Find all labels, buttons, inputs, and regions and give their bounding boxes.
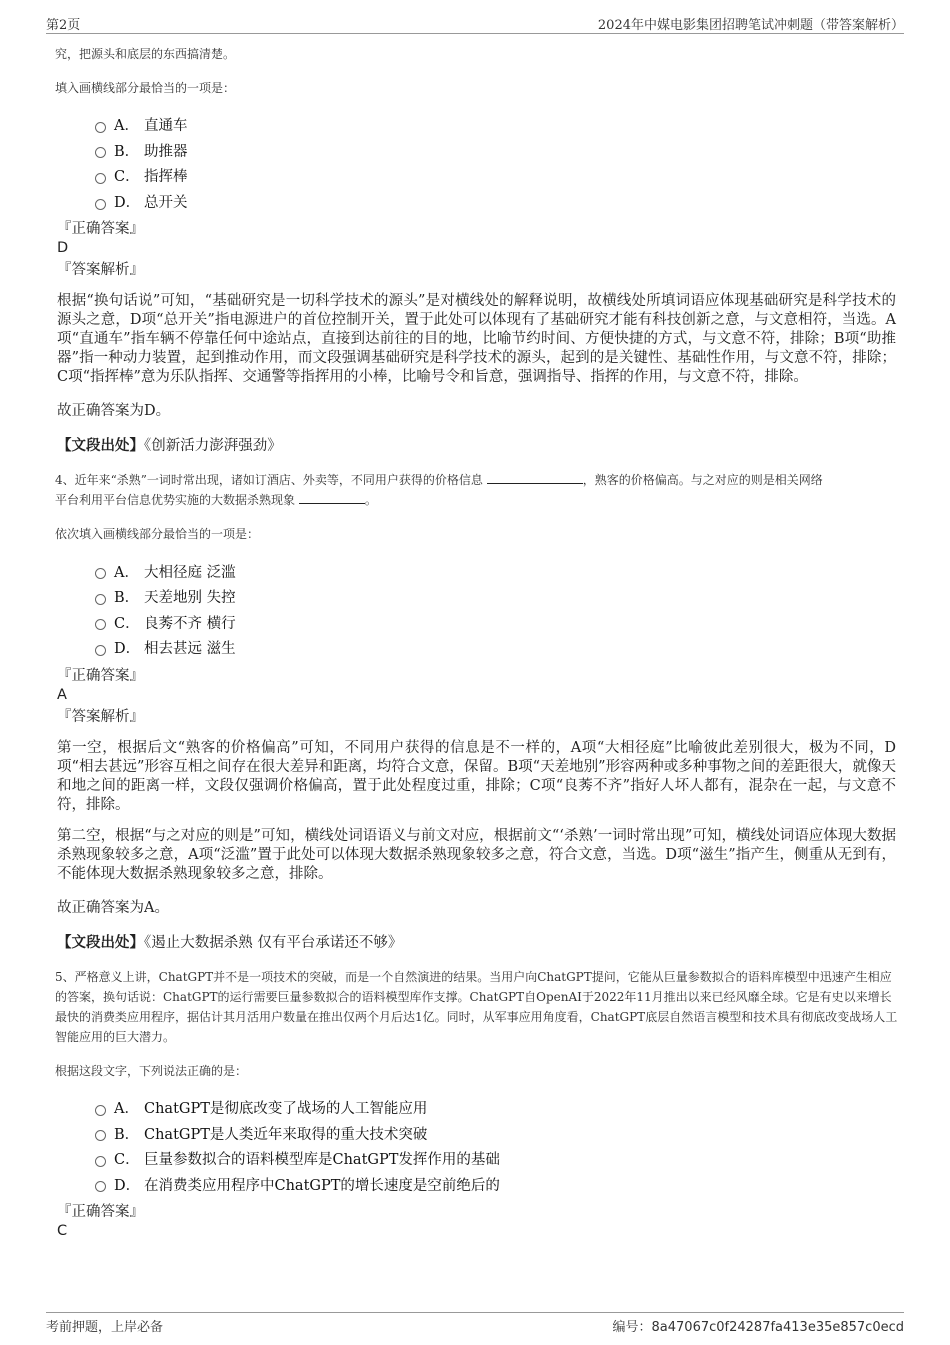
answer-value: C xyxy=(57,1223,68,1240)
answer-label: 『正确答案』 xyxy=(57,1204,144,1221)
option-d[interactable]: D． 总开关 xyxy=(95,189,898,215)
radio-icon[interactable] xyxy=(95,594,106,605)
option-c[interactable]: C． 指挥棒 xyxy=(95,163,898,189)
radio-icon[interactable] xyxy=(95,1105,106,1116)
question-4 xyxy=(55,470,898,952)
question-prompt: 依次填入画横线部分最恰当的一项是： xyxy=(55,527,260,542)
question-stem: 4、近年来“杀熟”一词时常出现，诸如订酒店、外卖等，不同用户获得的价格信息 ，熟客的价格偏高。与之对应的则是相关网络 平台利用平台信息优势实施的大数据杀熟现象 。 xyxy=(55,473,823,508)
fill-blank-1 xyxy=(487,472,583,484)
analysis-label: 『答案解析』 xyxy=(57,262,144,279)
question-stem: 究，把源头和底层的东西搞清楚。 xyxy=(55,47,236,61)
question-5 xyxy=(55,967,898,1241)
radio-icon[interactable] xyxy=(95,1156,106,1167)
option-a[interactable]: A． ChatGPT是彻底改变了战场的人工智能应用 xyxy=(95,1095,898,1121)
analysis-text: 根据“换句话说”可知，“基础研究是一切科学技术的源头”是对横线处的解释说明，故横线处所填词语应体现基础研究是科学技术的源头之意，D项“总开关”指电源进户的首位控制开关，置于此处可以体现有了基础研究才能有科技创新之意，与文意相符，当选。A项“直通车”指车辆不停靠任何中途站点，直接到达前往的目的地，比喻节约时间、方便快捷的方式，与文意不符，排除；B项“助推器”指一种动力装置，起到推动作用，而文段强调基础研究是科学技术的源头，起到的是关键性、基础性作用，与文意不符，排除；C项“指挥棒”意为乐队指挥、交通警等指挥用的小棒，比喻号令和旨意，强调指导、指挥的作用，与文意不符，排除。 xyxy=(57,293,896,386)
option-c[interactable]: C． 良莠不齐 横行 xyxy=(95,610,898,636)
option-b[interactable]: B． 助推器 xyxy=(95,138,898,164)
radio-icon[interactable] xyxy=(95,1130,106,1141)
analysis-text-2: 第二空，根据“与之对应的则是”可知，横线处词语语义与前文对应，根据前文“‘杀熟’一词时常出现”可知，横线处词语应体现大数据杀熟现象较多之意，A项“泛滥”置于此处可以体现大数据杀熟现象较多之意，符合文意，当选。D项“滋生”指产生，侧重从无到有，不能体现大数据杀熟现象较多之意，排除。 xyxy=(57,827,896,882)
option-list xyxy=(95,558,898,660)
question-3 xyxy=(55,44,898,456)
radio-icon[interactable] xyxy=(95,173,106,184)
option-d[interactable]: D． 相去甚远 滋生 xyxy=(95,635,898,661)
source-line: 【文段出处】《创新活力澎湃强劲》 xyxy=(57,437,282,455)
fill-blank-2 xyxy=(299,492,365,504)
radio-icon[interactable] xyxy=(95,1181,106,1192)
page-content xyxy=(55,44,898,1241)
analysis-conclusion: 故正确答案为D。 xyxy=(57,403,171,420)
option-b[interactable]: B． 天差地别 失控 xyxy=(95,584,898,610)
page-footer xyxy=(46,1312,904,1334)
option-a[interactable]: A． 直通车 xyxy=(95,112,898,138)
option-list xyxy=(95,112,898,214)
option-d[interactable]: D． 在消费类应用程序中ChatGPT的增长速度是空前绝后的 xyxy=(95,1172,898,1198)
option-list xyxy=(95,1095,898,1197)
answer-label: 『正确答案』 xyxy=(57,667,144,684)
radio-icon[interactable] xyxy=(95,619,106,630)
option-c[interactable]: C． 巨量参数拟合的语料模型库是ChatGPT发挥作用的基础 xyxy=(95,1146,898,1172)
radio-icon[interactable] xyxy=(95,199,106,210)
radio-icon[interactable] xyxy=(95,645,106,656)
page-header xyxy=(46,14,904,34)
document-title: 2024年中媒电影集团招聘笔试冲刺题（带答案解析） xyxy=(597,18,904,33)
analysis-text-1: 第一空，根据后文“熟客的价格偏高”可知，不同用户获得的信息是不一样的，A项“大相径庭”比喻彼此差别很大，极为不同，D项“相去甚远”形容互相之间存在很大差异和距离，均符合文意，保留。B项“天差地别”形容两种或多种事物之间的差距很大，就像天和地之间的距离一样，文段仅强调价格偏高，置于此处程度过重，排除；C项“良莠不齐”指好人坏人都有，混杂在一起，与文意不符，排除。 xyxy=(57,739,896,813)
analysis-label: 『答案解析』 xyxy=(57,708,144,725)
document-id: 编号：8a47067c0f24287fa413e35e857c0ecd xyxy=(612,1320,904,1335)
option-b[interactable]: B． ChatGPT是人类近年来取得的重大技术突破 xyxy=(95,1120,898,1146)
question-prompt: 根据这段文字，下列说法正确的是： xyxy=(55,1063,248,1078)
radio-icon[interactable] xyxy=(95,147,106,158)
footer-slogan: 考前押题，上岸必备 xyxy=(46,1320,164,1335)
source-title: 《创新活力澎湃强劲》 xyxy=(144,438,282,455)
option-a[interactable]: A． 大相径庭 泛滥 xyxy=(95,558,898,584)
source-title: 《遏止大数据杀熟 仅有平台承诺还不够》 xyxy=(144,934,403,951)
answer-label: 『正确答案』 xyxy=(57,221,144,238)
analysis-conclusion: 故正确答案为A。 xyxy=(57,899,169,916)
radio-icon[interactable] xyxy=(95,568,106,579)
question-prompt: 填入画横线部分最恰当的一项是： xyxy=(55,81,236,95)
page-number: 第2页 xyxy=(46,18,81,33)
answer-value: A xyxy=(57,686,67,703)
source-line: 【文段出处】《遏止大数据杀熟 仅有平台承诺还不够》 xyxy=(57,933,403,951)
answer-value: D xyxy=(57,240,69,257)
question-stem: 5、严格意义上讲，ChatGPT并不是一项技术的突破，而是一个自然演进的结果。当用户向ChatGPT提问，它能从巨量参数拟合的语料库模型中迅速产生相应的答案，换句话说：ChatGPT的运行需要巨量参数拟合的语料模型库作支撑。ChatGPT自OpenAI于2022年11月推出以来已经风靡全球。它是有史以来增长最快的消费类应用程序，据估计其月活用户数量在推出仅两个月后达1亿。同时，从军事应用角度看，ChatGPT底层自然语言模型和技术具有彻底改变战场人工智能应用的巨大潜力。 xyxy=(55,969,898,1044)
radio-icon[interactable] xyxy=(95,122,106,133)
